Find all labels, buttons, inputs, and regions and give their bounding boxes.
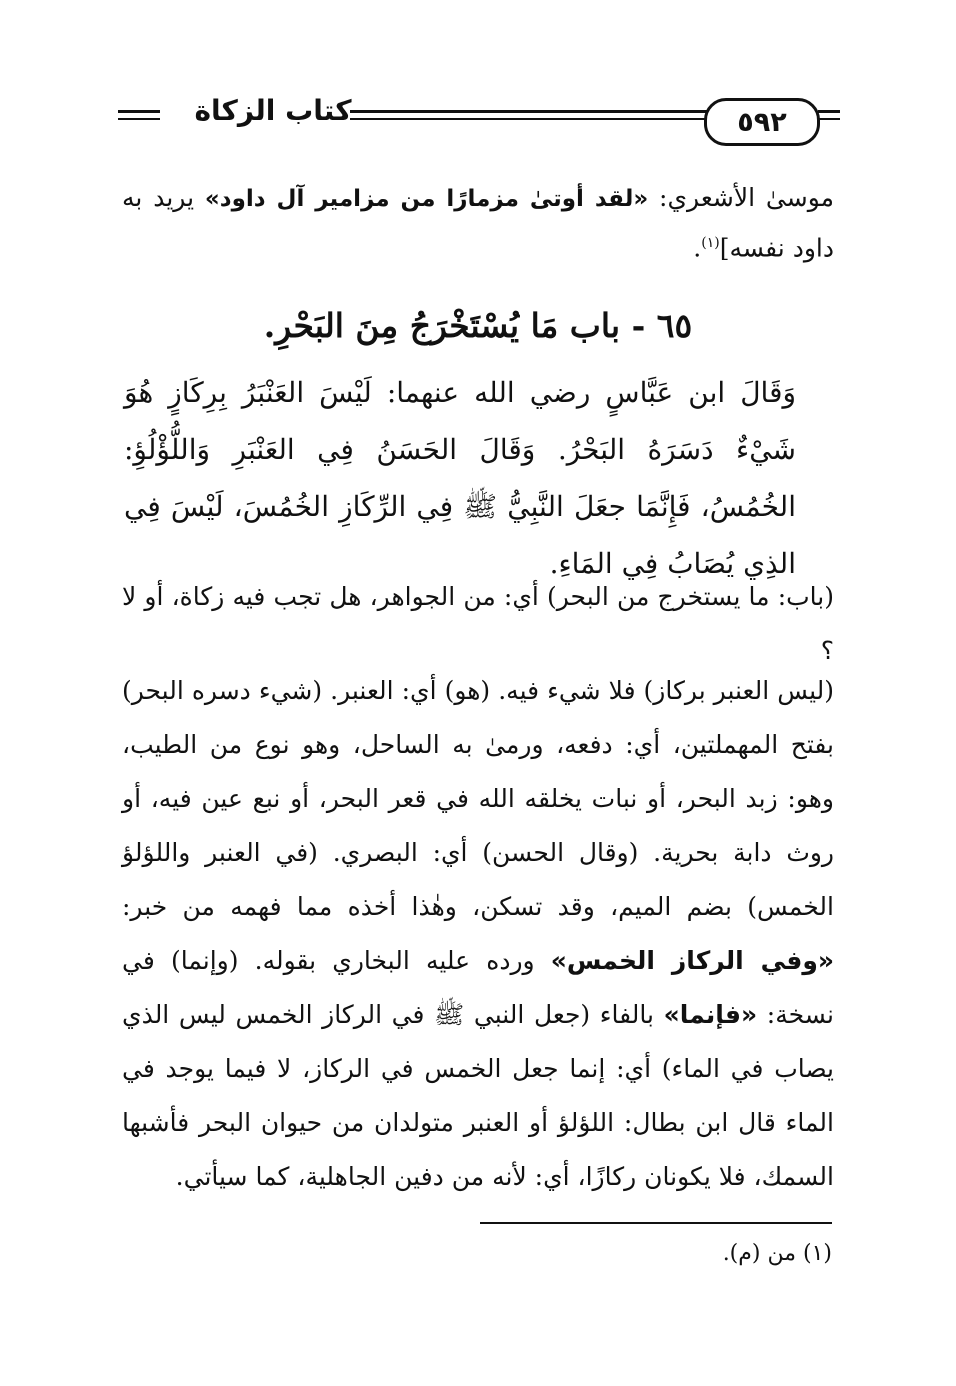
page-header bbox=[118, 88, 840, 158]
header-rule-middle-top bbox=[350, 110, 712, 113]
commentary-paragraph-2 bbox=[122, 664, 834, 1204]
commentary-quote-1: «وفي الركاز الخمس» bbox=[550, 946, 835, 975]
footnote-reference: (١) bbox=[701, 235, 720, 251]
header-rule-left-bottom bbox=[118, 118, 160, 120]
header-rule-middle-bottom bbox=[350, 118, 712, 120]
top-paragraph bbox=[122, 176, 834, 270]
footnote-separator bbox=[480, 1222, 832, 1224]
book-title: كتاب الزكاة bbox=[194, 94, 352, 127]
chapter-heading: ٦٥ - باب مَا يُسْتَخْرَجُ مِنَ البَحْرِ. bbox=[263, 306, 693, 345]
top-paragraph-period: . bbox=[693, 233, 702, 263]
header-rule-right-bottom bbox=[818, 118, 840, 120]
commentary-text-part-1: (ليس العنبر بركاز) فلا شيء فيه. (هو) أي: العنبر. (شيء دسره البحر) بفتح المهملتين، أي: دفعه، ورمىٰ به الساحل، وهو نوع من الطيب، وهو: زبد البحر، أو نبات يخلقه الله في قعر البحر، أو نبع عين فيه، أو روث دابة بحرية. (وقال الحسن) أي: البصري. (في العنبر واللؤلؤ الخمس) بضم الميم، وقد تسكن، وهٰذا أخذه مما فهمه من خبر: bbox=[122, 676, 834, 921]
hadith-text: وَقَالَ ابن عَبَّاسٍ رضي الله عنهما: لَيْسَ العَنْبَرُ بِرِكَازٍ هُوَ شَيْءٌ دَسَرَهُ البَحْرُ. وَقَالَ الحَسَنُ فِي العَنْبَرِ وَاللُّؤْلُؤِ: الخُمُسُ، فَإِنَّمَا جعَلَ النَّبِيُّ ﷺ فِي الرِّكَازِ الخُمُسَ، لَيْسَ فِي الذِي يُصَابُ فِي المَاءِ. bbox=[124, 376, 796, 580]
page-number-badge: ٥٩٢ bbox=[704, 98, 820, 146]
header-rule-right-top bbox=[818, 110, 840, 113]
commentary-text-part-3: بالفاء (جعل النبي ﷺ في الركاز الخمس ليس الذي يصاب في الماء) أي: إنما جعل الخمس في الركاز، لا فيما يوجد في الماء قال ابن بطال: اللؤلؤ أو العنبر متولدان من حيوان البحر فأشبها السمك، فلا يكونان ركازًا، أي: لأنه من دفين الجاهلية، كما سيأتي. bbox=[122, 1000, 834, 1191]
top-paragraph-text-end: يريد به داود نفسه] bbox=[122, 183, 834, 263]
commentary-quote-2: «فإنما» bbox=[663, 1000, 758, 1029]
commentary-text-part-2: ورده عليه البخاري بقوله. (وإنما) في نسخة: bbox=[122, 946, 834, 1029]
top-paragraph-text-start: موسىٰ الأشعري: bbox=[648, 183, 835, 212]
footnote: (١) من (م). bbox=[722, 1241, 832, 1266]
commentary-paragraph-1: (باب: ما يستخرج من البحر) أي: من الجواهر، هل تجب فيه زكاة، أو لا ؟ bbox=[122, 582, 834, 665]
header-rule-left-top bbox=[118, 110, 160, 113]
quoted-hadith: «لقد أوتىٰ مزمارًا من مزامير آل داود» bbox=[204, 186, 649, 212]
